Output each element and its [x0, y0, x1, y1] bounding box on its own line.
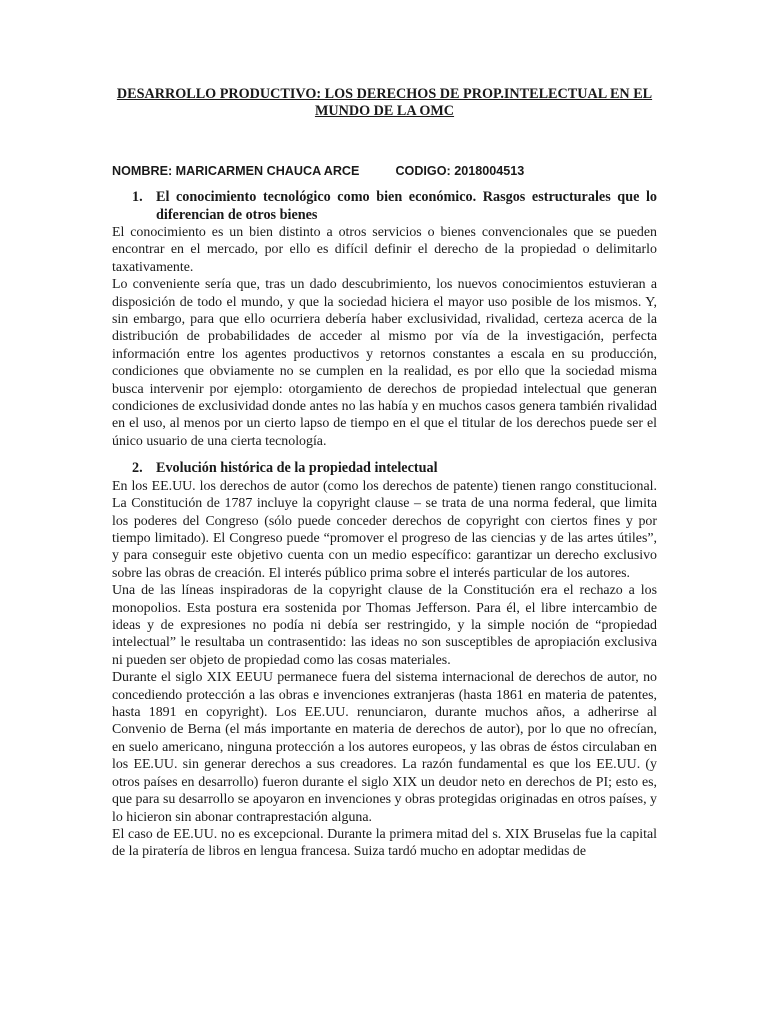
section-heading-2	[112, 460, 657, 478]
section-heading-text: Evolución histórica de la propiedad intelectual	[156, 460, 438, 477]
section-heading-1	[112, 189, 657, 224]
paragraph: Lo conveniente sería que, tras un dado descubrimiento, los nuevos conocimientos estuvieran a disposición de todo el mundo, y que la sociedad hiciera el mayor uso posible de los mismos. Y, sin embargo, para que ello ocurriera debería haber exclusividad, rivalidad, certeza acerca de la distribución de probabilidades de acceder al mismo por vía de la investigación, perfecta información entre los agentes productivos y retornos constantes a escala en su producción, condiciones que obviamente no se cumplen en la realidad, es por ello que la sociedad misma busca intervenir por ejemplo: otorgamiento de derechos de propiedad intelectual que generan condiciones de exclusividad donde antes no las había y en muchos casos genera también rivalidad en el uso, al menos por un cierto lapso de tiempo en el que el titular de los derechos puede ser el único usuario de una cierta tecnología.	[112, 277, 657, 449]
section-number: 1.	[132, 189, 143, 205]
paragraph: El caso de EE.UU. no es excepcional. Durante la primera mitad del s. XIX Bruselas fue la capital de la piratería de libros en lengua francesa. Suiza tardó mucho en adoptar medidas de	[112, 826, 657, 860]
student-code: CODIGO: 2018004513	[395, 164, 525, 178]
paragraph: El conocimiento es un bien distinto a otros servicios o bienes convencionales que se pueden encontrar en el mercado, por ello es difícil definir el derecho de la propiedad o delimitarlo taxativamente.	[112, 225, 657, 275]
paragraph: Durante el siglo XIX EEUU permanece fuera del sistema internacional de derechos de autor, no concediendo protección a las obras e invenciones extranjeras (hasta 1861 en materia de patentes, hasta 1891 en copyright). Los EE.UU. renunciaron, durante muchos años, a adherirse al Convenio de Berna (el más importante en materia de derechos de autor), por lo que no ofrecían, en suelo americano, ninguna protección a los autores europeos, y las obras de éstos circulaban en los EE.UU. sin generar derechos a sus creadores. La razón fundamental es que los EE.UU. (y otros países en desarrollo) fueron durante el siglo XIX un deudor neto en derechos de PI; esto es, que para su desarrollo se apoyaron en invenciones y obras protegidas originadas en otros países, y lo hicieron sin abonar contraprestación alguna.	[112, 670, 657, 825]
author-line	[112, 163, 657, 179]
section-heading-text: El conocimiento tecnológico como bien económico. Rasgos estructurales que lo diferencian de otros bienes	[156, 189, 657, 223]
paragraph: En los EE.UU. los derechos de autor (como los derechos de patente) tienen rango constitucional. La Constitución de 1787 incluye la copyright clause – se trata de una norma federal, que limita los poderes del Congreso (sólo puede conceder derechos de copyright con ciertos fines y por tiempo limitado). El Congreso puede “promover el progreso de las ciencias y de las artes útiles”, y para conseguir este objetivo cuenta con un medio específico: garantizar un derecho exclusivo sobre las obras de creación. El interés público prima sobre el interés particular de los autores.	[112, 478, 657, 581]
section-number: 2.	[132, 460, 143, 477]
document-title: DESARROLLO PRODUCTIVO: LOS DERECHOS DE PROP.INTELECTUAL EN EL MUNDO DE LA OMC	[116, 86, 653, 119]
document-body	[112, 86, 657, 861]
student-name: NOMBRE: MARICARMEN CHAUCA ARCE	[112, 164, 360, 178]
paragraph: Una de las líneas inspiradoras de la copyright clause de la Constitución era el rechazo a los monopolios. Esta postura era sostenida por Thomas Jefferson. Para él, el libre intercambio de ideas y de expresiones no podía ni debía ser restringido, y la simple noción de “propiedad intelectual” le resultaba un contrasentido: las ideas no son susceptibles de apropiación exclusiva ni pueden ser objeto de propiedad como las cosas materiales.	[112, 583, 657, 668]
